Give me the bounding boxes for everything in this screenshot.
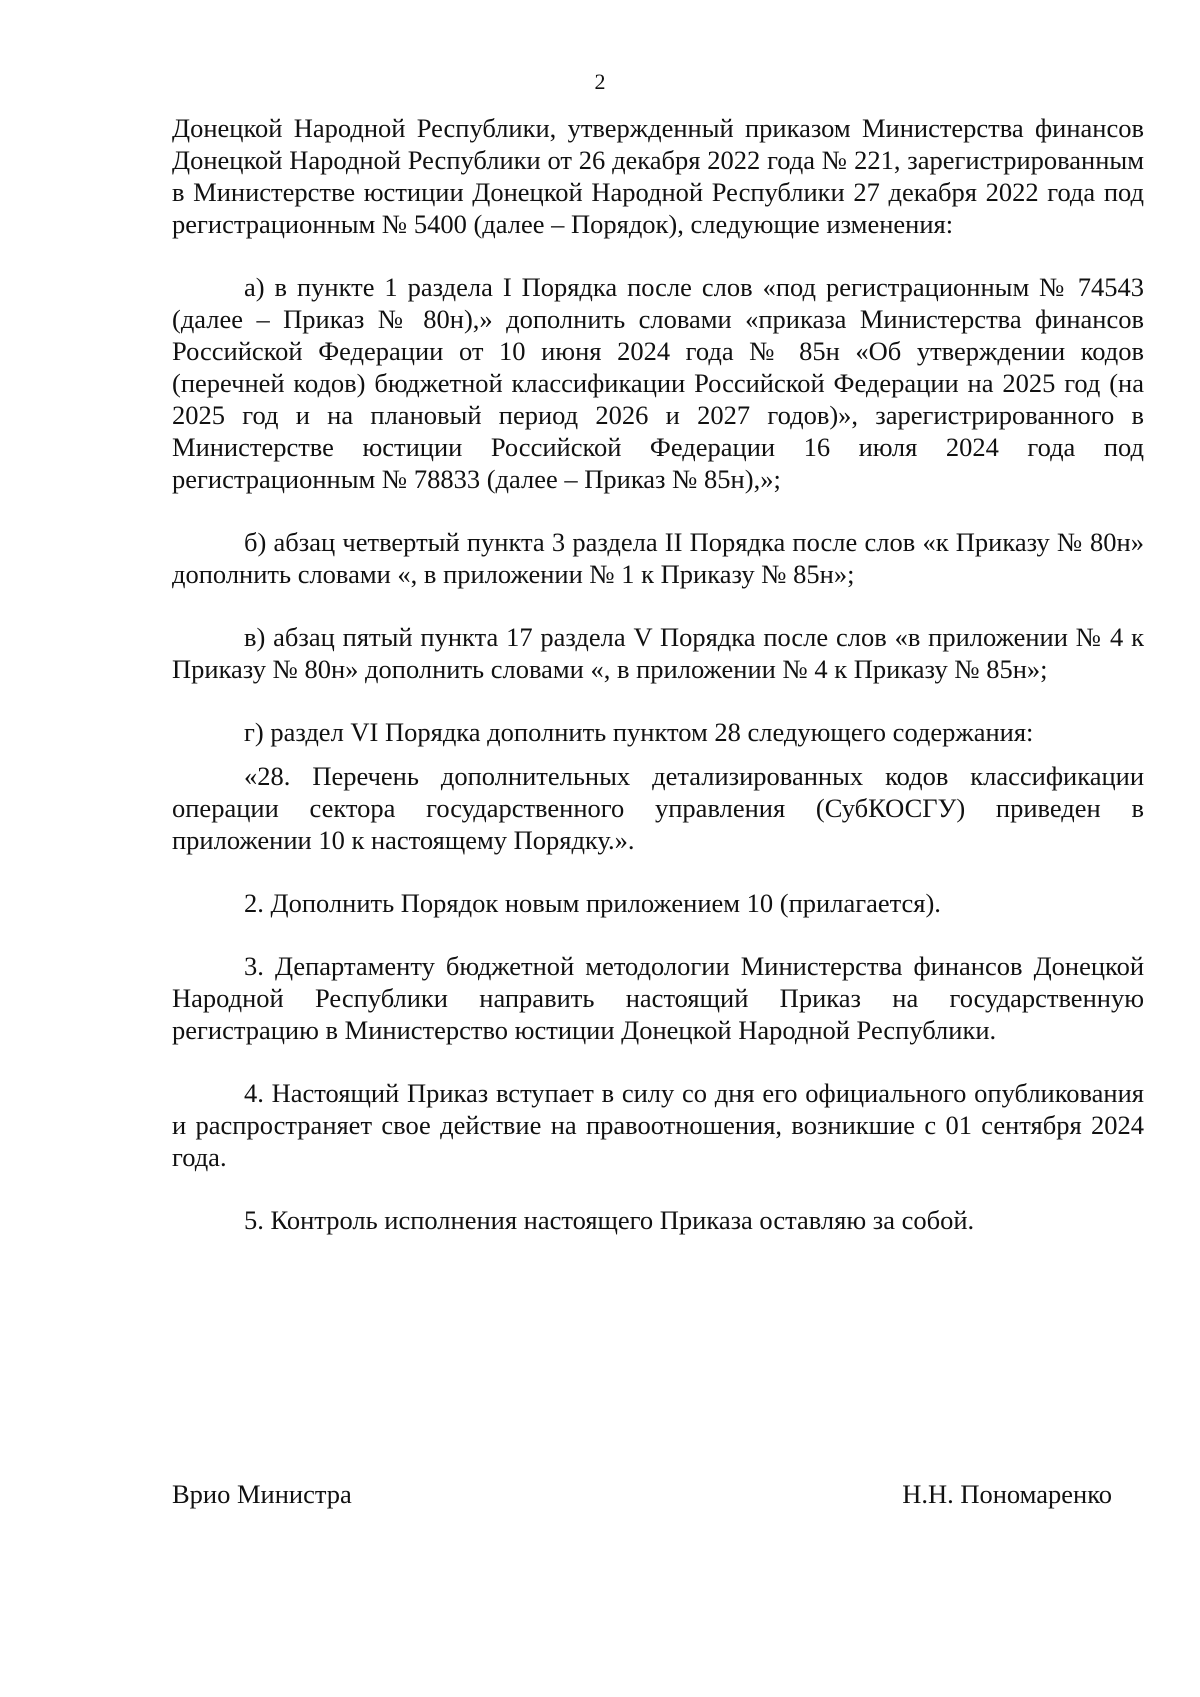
- signatory-name: Н.Н. Пономаренко: [902, 1479, 1112, 1509]
- paragraph-clause-3: 3. Департаменту бюджетной методологии Министерства финансов Донецкой Народной Республики направить настоящий Приказ на государственную регистрацию в Министерство юстиции Донецкой Народной Республики.: [172, 951, 1144, 1045]
- paragraph-item-g: г) раздел VI Порядка дополнить пунктом 28 следующего содержания:: [244, 717, 1034, 747]
- paragraph-intro: Донецкой Народной Республики, утвержденный приказом Министерства финансов Донецкой Народной Республики от 26 декабря 2022 года № 221, зарегистрированным в Министерстве юстиции Донецкой Народной Республики 27 декабря 2022 года под регистрационным № 5400 (далее – Порядок), следующие изменения:: [172, 113, 1144, 239]
- paragraph-item-a: а) в пункте 1 раздела I Порядка после слов «под регистрационным № 74543 (далее – Приказ № 80н),» дополнить словами «приказа Министерства финансов Российской Федерации от 10 июня 2024 года № 85н «Об утверждении кодов (перечней кодов) бюджетной классификации Российской Федерации на 2025 год (на 2025 год и на плановый период 2026 и 2027 годов)», зарегистрированного в Министерстве юстиции Российской Федерации 16 июля 2024 года под регистрационным № 78833 (далее – Приказ № 85н),»;: [172, 272, 1144, 494]
- paragraph-item-b: б) абзац четвертый пункта 3 раздела II Порядка после слов «к Приказу № 80н» дополнить словами «, в приложении № 1 к Приказу № 85н»;: [172, 527, 1144, 589]
- paragraph-clause-2: 2. Дополнить Порядок новым приложением 10 (прилагается).: [244, 888, 941, 918]
- paragraph-clause-5: 5. Контроль исполнения настоящего Приказа оставляю за собой.: [244, 1205, 975, 1235]
- page-number: 2: [594, 69, 606, 94]
- paragraph-clause-4: 4. Настоящий Приказ вступает в силу со дня его официального опубликования и распространяет свое действие на правоотношения, возникшие с 01 сентября 2024 года.: [172, 1078, 1144, 1172]
- signature-block: [172, 1478, 1112, 1510]
- document-body: [172, 112, 1144, 1236]
- paragraph-item-v: в) абзац пятый пункта 17 раздела V Порядка после слов «в приложении № 4 к Приказу № 80н» дополнить словами «, в приложении № 4 к Приказу № 85н»;: [172, 622, 1144, 684]
- signatory-position: Врио Министра: [172, 1479, 352, 1509]
- paragraph-point-28: «28. Перечень дополнительных детализированных кодов классификации операции сектора государственного управления (СубКОСГУ) приведен в приложении 10 к настоящему Порядку.».: [172, 761, 1144, 855]
